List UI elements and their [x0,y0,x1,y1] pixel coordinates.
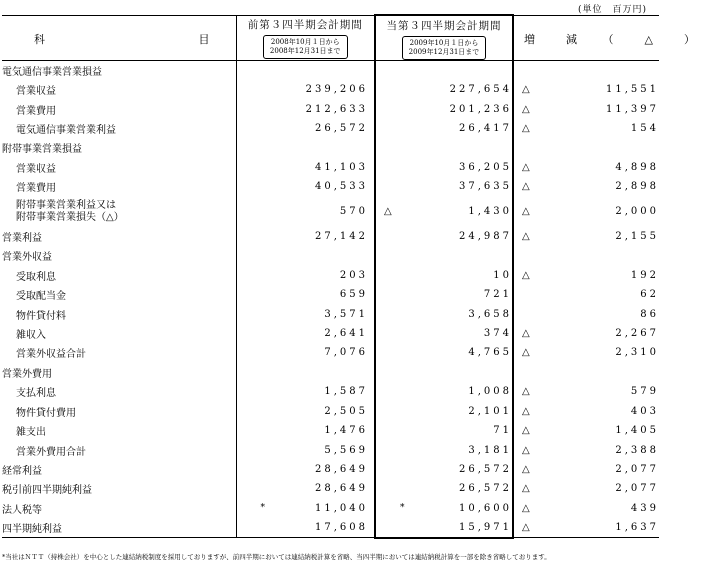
negative-mark: △ [522,386,530,398]
prev-range-start: 2008年10月１日から [270,38,340,47]
prev-period-cell-value: 28,649 [315,464,368,476]
footnote: *当社はＮＴＴ（持株会社）を中心とした連結納税制度を採用しておりますが、前四半期においては連結納税計算を省略、当四半期においては連結納税計算を一部を除き省略しております。 [2,553,551,561]
negative-mark: △ [522,161,530,173]
row-label: 雑支出 [16,427,46,439]
table-row [2,343,659,362]
negative-mark: △ [522,464,530,476]
cur-period-header [375,15,513,61]
prev-period-cell [236,227,375,246]
row-label: 附帯事業営業損益 [2,144,82,156]
prev-period-cell [236,265,375,284]
table-row [2,304,659,323]
prev-period-cell-value: 1,476 [324,425,368,437]
diff-cell [513,499,659,518]
diff-cell [513,227,659,246]
diff-header [513,15,705,61]
cur-period-range [402,36,487,60]
diff-cell [513,119,659,138]
table-row [2,382,659,401]
negative-mark: △ [522,103,530,115]
cur-range-end: 2009年12月31日まで [408,47,480,56]
row-label: 受取利息 [16,271,56,283]
prev-period-cell [236,177,375,196]
cur-period-cell [375,499,513,518]
row-label: 営業収益 [16,163,56,175]
cur-period-cell [375,197,513,227]
row-label: 営業外収益合計 [16,349,86,361]
prev-period-cell-value: 26,572 [315,123,368,135]
diff-cell [513,265,659,284]
table-row [2,499,659,518]
negative-mark: △ [522,84,530,96]
negative-mark: △ [522,444,530,456]
cur-period-cell [375,421,513,440]
table-row [2,460,659,479]
prev-period-cell-value: 239,206 [305,84,368,96]
prev-period-cell [236,518,375,537]
prev-period-cell [236,402,375,421]
prev-period-cell [236,158,375,177]
cur-range-start: 2009年10月１日から [409,38,479,47]
cur-period-cell-value: 1,008 [468,386,512,398]
diff-cell-value: 62 [640,289,659,301]
diff-cell [513,61,659,80]
diff-cell [513,382,659,401]
diff-cell [513,197,659,227]
table-row [2,518,659,537]
diff-cell-value: 439 [630,502,659,514]
table-row [2,177,659,196]
prev-period-cell-value: 27,142 [315,230,368,242]
cur-period-cell [375,440,513,459]
cur-period-cell-value: 24,987 [459,230,512,242]
prev-period-cell [236,246,375,265]
table-header-row [2,15,659,61]
cur-period-cell [375,479,513,498]
row-label: 物件貸付費用 [16,407,76,419]
negative-mark: △ [522,425,530,437]
prev-period-cell-value: 5,569 [324,444,368,456]
diff-cell-value: 154 [630,123,659,135]
table-row [2,479,659,498]
prev-period-cell [236,285,375,304]
negative-mark: △ [384,206,392,218]
cur-period-title: 当第３四半期会計期間 [386,19,502,32]
negative-mark: △ [522,206,530,218]
prev-period-cell-value: 2,505 [324,405,368,417]
prev-period-cell [236,197,375,227]
cur-period-cell-value: 26,572 [459,464,512,476]
row-label: 営業費用 [16,183,56,195]
diff-cell [513,343,659,362]
cur-period-cell-value: 26,417 [459,123,512,135]
row-label [2,197,236,227]
negative-mark: △ [522,181,530,193]
prev-period-cell [236,382,375,401]
cur-period-cell-value: 2,101 [468,405,512,417]
diff-cell [513,518,659,537]
diff-cell-value: 11,397 [606,103,659,115]
diff-cell-value: 2,310 [615,347,659,359]
prev-period-cell [236,80,375,99]
cur-period-cell [375,246,513,265]
table-row [2,61,659,80]
diff-cell-value: 2,077 [615,483,659,495]
cur-period-cell-value: 3,181 [468,444,512,456]
diff-cell-value: 2,155 [615,230,659,242]
row-label: 物件貸付料 [16,310,66,322]
prev-period-cell-value: 28,649 [315,483,368,495]
account-header-char-1: 科 [34,32,45,46]
prev-range-end: 2008年12月31日まで [269,47,341,56]
diff-cell-value: 403 [630,405,659,417]
prev-period-cell-value: 203 [339,269,368,281]
diff-cell-value: 11,551 [606,84,659,96]
cur-period-cell [375,402,513,421]
negative-mark: △ [522,483,530,495]
table-row [2,197,659,227]
cur-period-cell [375,158,513,177]
diff-cell [513,99,659,118]
row-label: 法人税等 [2,504,42,516]
cur-period-cell [375,119,513,138]
diff-cell [513,80,659,99]
prev-period-header [236,15,375,61]
prev-period-cell-value: 570 [339,206,368,218]
cur-period-cell-value: 3,658 [468,308,512,320]
cur-period-cell [375,138,513,157]
diff-cell [513,440,659,459]
diff-cell-value: 1,637 [615,522,659,534]
cur-period-cell [375,518,513,537]
cur-period-cell [375,324,513,343]
cur-period-cell-value: 26,572 [459,483,512,495]
unit-label: (単位 百万円) [577,5,647,15]
table-row [2,158,659,177]
cur-period-cell-value: 36,205 [459,161,512,173]
row-label: 四半期純利益 [2,518,236,537]
diff-cell-value: 2,077 [615,464,659,476]
row-label-line-1: 附帯事業営業利益又は [16,199,116,211]
row-label: 雑収入 [16,329,46,341]
cur-period-cell-value: 15,971 [459,521,512,533]
table-row [2,138,659,157]
prev-period-cell-value: 41,103 [315,161,368,173]
cur-period-cell [375,382,513,401]
income-statement-table [2,14,705,539]
diff-cell [513,421,659,440]
row-label: 受取配当金 [16,291,66,303]
table-row [2,80,659,99]
diff-cell [513,304,659,323]
table-row [2,440,659,459]
row-label: 経常利益 [2,466,42,478]
negative-mark: △ [522,327,530,339]
row-label: 営業費用 [16,105,56,117]
prev-period-cell [236,499,375,518]
row-label: 支払利息 [16,388,56,400]
footnote-mark: * [260,502,265,513]
row-label: 営業外収益 [2,252,52,264]
table-row [2,265,659,284]
cur-period-cell [375,343,513,362]
row-label-line-2: 附帯事業営業損失（△） [16,211,124,223]
prev-period-cell-value: 40,533 [315,181,368,193]
diff-cell-value: 2,000 [615,206,659,218]
table-row [2,99,659,118]
diff-cell [513,460,659,479]
row-label: 営業外費用 [2,368,52,380]
diff-cell-value: 1,405 [615,425,659,437]
cur-period-cell-value: 10 [493,269,512,281]
diff-cell [513,363,659,382]
table-row [2,227,659,246]
prev-period-cell [236,343,375,362]
prev-period-cell [236,440,375,459]
cur-period-cell-value: 37,635 [459,181,512,193]
diff-cell-value: 192 [630,269,659,281]
prev-period-cell [236,460,375,479]
prev-period-cell-value: 659 [339,289,368,301]
prev-period-cell-value: 212,633 [305,103,368,115]
diff-cell [513,402,659,421]
negative-mark: △ [522,123,530,135]
prev-period-cell [236,479,375,498]
row-label: 電気通信事業営業利益 [16,125,116,137]
diff-cell-value: 86 [640,308,659,320]
diff-cell-value: 2,388 [615,444,659,456]
account-header-char-2: 目 [198,32,210,46]
diff-title: 増 減 （ △ ） [524,32,705,46]
prev-period-cell [236,99,375,118]
cur-period-cell [375,227,513,246]
diff-cell [513,138,659,157]
table-row [2,246,659,265]
table-row [2,421,659,440]
negative-mark: △ [522,269,530,281]
cur-period-cell [375,265,513,284]
cur-period-cell-value: 374 [483,327,512,339]
prev-period-cell [236,421,375,440]
prev-period-title: 前第３四半期会計期間 [247,19,363,32]
table-row [2,402,659,421]
prev-period-cell [236,61,375,80]
prev-period-cell-value: 17,608 [315,522,368,534]
cur-period-cell [375,304,513,323]
negative-mark: △ [522,230,530,242]
row-label: 営業利益 [2,232,42,244]
prev-period-cell-value: 3,571 [324,308,368,320]
diff-cell [513,246,659,265]
prev-period-range [263,35,348,59]
prev-period-cell [236,363,375,382]
negative-mark: △ [522,502,530,514]
cur-period-cell [375,80,513,99]
diff-cell [513,158,659,177]
cur-period-cell-value: 71 [493,425,512,437]
row-label: 営業外費用合計 [16,446,86,458]
diff-cell-value: 2,898 [615,181,659,193]
table-row [2,119,659,138]
table-row [2,285,659,304]
diff-cell-value: 2,267 [615,327,659,339]
diff-cell [513,177,659,196]
prev-period-cell [236,304,375,323]
diff-cell-value: 4,898 [615,161,659,173]
diff-cell [513,324,659,343]
prev-period-cell [236,324,375,343]
negative-mark: △ [522,405,530,417]
prev-period-cell [236,138,375,157]
cur-period-cell [375,61,513,80]
cur-period-cell-value: 4,765 [468,347,512,359]
diff-cell-value: 579 [630,386,659,398]
negative-mark: △ [522,522,530,534]
cur-period-cell-value: 721 [483,289,512,301]
cur-period-cell-value: 10,600 [459,502,512,514]
footnote-mark: * [400,502,405,513]
row-label: 電気通信事業営業損益 [2,66,102,78]
table-row [2,363,659,382]
cur-period-cell [375,460,513,479]
prev-period-cell [236,119,375,138]
cur-period-cell [375,285,513,304]
cur-period-cell-value: 201,236 [449,103,512,115]
cur-period-cell-value: 227,654 [449,84,512,96]
prev-period-cell-value: 11,040 [315,502,368,514]
diff-cell [513,479,659,498]
table-row [2,324,659,343]
prev-period-cell-value: 1,587 [324,386,368,398]
prev-period-cell-value: 7,076 [324,347,368,359]
cur-period-cell [375,177,513,196]
cur-period-cell [375,363,513,382]
cur-period-cell-value: 1,430 [468,206,512,218]
row-label: 税引前四半期純利益 [2,485,92,497]
account-header [2,15,236,61]
prev-period-cell-value: 2,641 [324,327,368,339]
negative-mark: △ [522,347,530,359]
cur-period-cell [375,99,513,118]
diff-cell [513,285,659,304]
row-label: 営業収益 [16,86,56,98]
